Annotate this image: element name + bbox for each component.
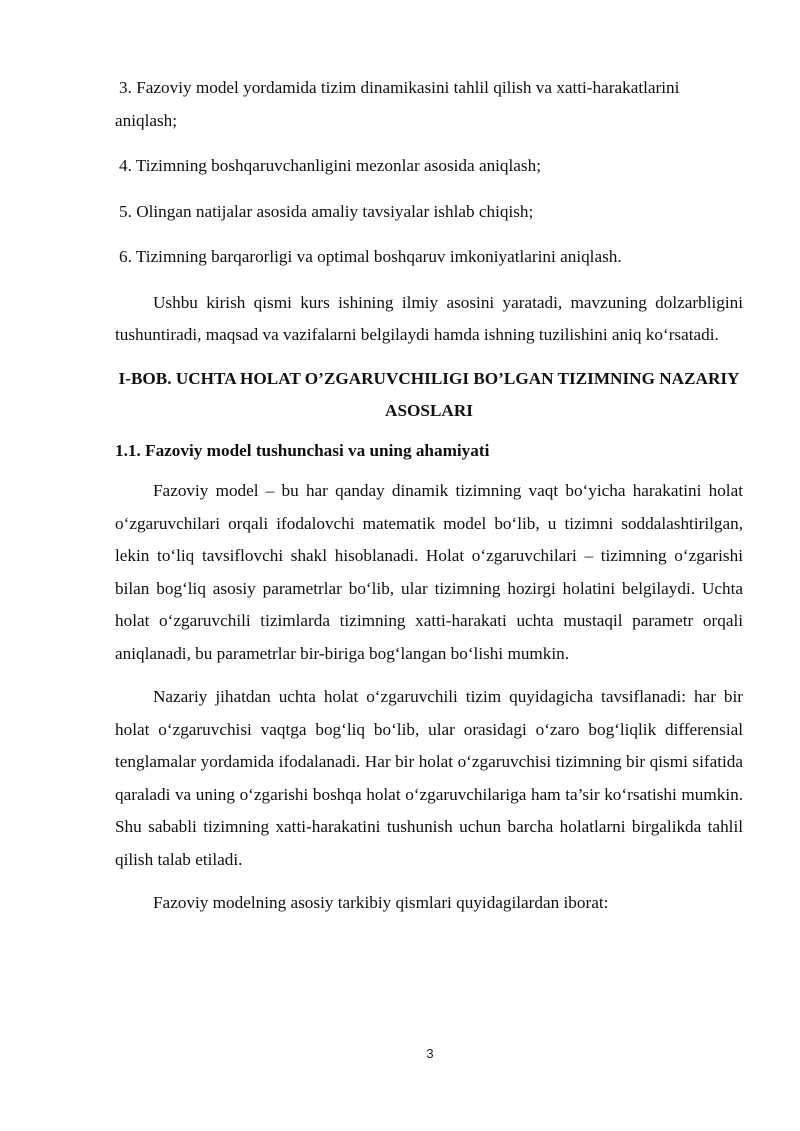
list-item: 4. Tizimning boshqaruvchanligini mezonlar asosida aniqlash;: [119, 156, 541, 175]
list-item: 6. Tizimning barqarorligi va optimal boshqaruv imkoniyatlarini aniqlash.: [119, 247, 622, 266]
document-page: [115, 72, 743, 931]
page-number: 3: [426, 1046, 434, 1061]
list-item: 5. Olingan natijalar asosida amaliy tavsiyalar ishlab chiqish;: [119, 201, 534, 221]
body-paragraph: Fazoviy model – bu har qanday dinamik tizimning vaqt bo‘yicha harakatini holat o‘zgaruvchilari orqali ifodalovchi matematik model bo‘lib, u tizimni soddalashtirilgan, lekin to‘liq tavsiflovchi shakl hisoblanadi. Holat o‘zgaruvchilari – tizimning o‘zgarishi bilan bog‘liq asosiy parametrlar bo‘lib, ular tizimning hozirgi holatini belgilaydi. Uchta holat o‘zgaruvchili tizimlarda tizimning xatti-harakati uchta mustaqil parametr orqali aniqlanadi, bu parametrlar bir-biriga bog‘langan bo‘lishi mumkin.: [115, 481, 743, 663]
body-paragraph: Fazoviy modelning asosiy tarkibiy qismlari quyidagilardan iborat:: [153, 893, 609, 912]
body-paragraph: Nazariy jihatdan uchta holat o‘zgaruvchili tizim quyidagicha tavsiflanadi: har bir holat o‘zgaruvchisi vaqtga bog‘liq bo‘lib, ular orasidagi o‘zaro bog‘liqlik differensial tenglamalar yordamida ifodalanadi. Har bir holat o‘zgaruvchisi tizimning bir qismi sifatida qaraladi va uning o‘zgarishi boshqa holat o‘zgaruvchilariga ham ta’sir ko‘rsatishi mumkin. Shu sababli tizimning xatti-harakatini tushunish uchun barcha holatlarni birgalikda tahlil qilish talab etiladi.: [115, 687, 743, 869]
intro-paragraph: Ushbu kirish qismi kurs ishining ilmiy asosini yaratadi, mavzuning dolzarbligini tushuntiradi, maqsad va vazifalarni belgilaydi hamda ishning tuzilishini aniq ko‘rsatadi.: [115, 292, 743, 344]
list-item: 3. Fazoviy model yordamida tizim dinamikasini tahlil qilish va xatti-harakatlarini aniqlash;: [115, 78, 680, 130]
section-heading: 1.1. Fazoviy model tushunchasi va uning ahamiyati: [115, 440, 490, 460]
chapter-heading: I-BOB. UCHTA HOLAT O’ZGARUVCHILIGI BO’LGAN TIZIMNING NAZARIY ASOSLARI: [118, 368, 740, 420]
